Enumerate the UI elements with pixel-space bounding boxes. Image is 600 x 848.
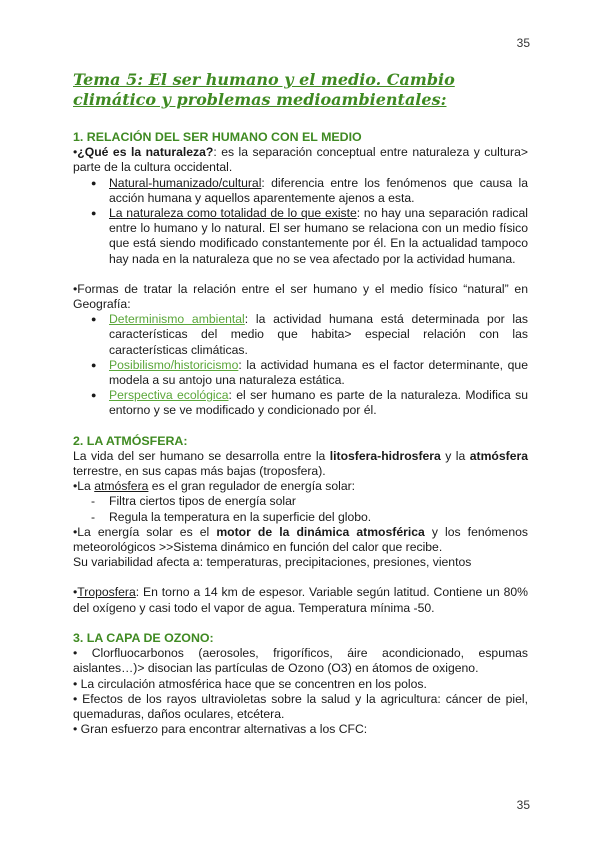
question-text: : es la separación conceptual entre naturaleza y cultura> parte de la cultura occidental. [73,145,528,175]
term-link[interactable]: Perspectiva ecológica [109,388,229,403]
paragraph [73,585,528,615]
paragraph: Su variabilidad afecta a: temperaturas, precipitaciones, presiones, vientos [73,555,472,570]
paragraph: • Efectos de los rayos ultravioletas sobre la salud y la agricultura: cáncer de piel, quemaduras, daños oculares, etcétera. [73,691,528,721]
nature-list [73,176,528,267]
list-item [109,206,528,267]
text: •La [73,479,95,494]
text: La vida del ser humano se desarrolla entre la [73,448,330,463]
page-number-bottom: 35 [516,798,530,812]
underlined-text: Troposfera [77,585,136,600]
paragraph [73,449,528,479]
paragraph [73,525,528,555]
paragraph: • Clorfluocarbonos (aerosoles, frigoríficos, áire acondicionado, espumas aislantes…)> disocian las partículas de Ozono (O3) en átomos de oxigeno. [73,646,528,676]
section-heading-1: 1. RELACIÓN DEL SER HUMANO CON EL MEDIO [73,130,362,144]
paragraph: • La circulación atmosférica hace que se concentren en los polos. [73,676,427,691]
page-title: Tema 5: El ser humano y el medio. Cambio climático y problemas medioambientales: [73,70,455,109]
text: • [73,585,78,600]
dash-list [73,494,528,524]
question-bold: ¿Qué es la naturaleza? [77,145,214,160]
paragraph [73,479,528,494]
term-link[interactable]: Posibilismo/historicismo [109,357,239,372]
list-item [109,176,528,206]
section-heading-2: 2. LA ATMÓSFERA: [73,433,188,448]
text: terrestre, en sus capas más bajas (troposfera). [73,464,326,479]
bullet: • [73,145,78,160]
list-item: - Filtra ciertos tipos de energía solar [109,494,528,509]
text: •La energía solar es el [73,524,217,539]
forms-intro: •Formas de tratar la relación entre el ser humano y el medio físico “natural” en Geografía: [73,281,528,312]
list-item [109,388,528,418]
page-number-top: 35 [516,36,530,50]
text: y los fenómenos meteorológicos >>Sistema dinámico en función del calor que recibe. [73,524,528,555]
nature-question [73,145,528,175]
bold-text: atmósfera [469,448,528,463]
list-item: - Regula la temperatura en la superficie del globo. [109,510,528,525]
text: es el gran regulador de energía solar: [148,479,356,494]
definition: : diferencia entre los fenómenos que causa la acción humana y aquellos aparentemente ajenos a esta. [109,175,528,205]
forms-list [73,312,528,418]
term-link[interactable]: Determinismo ambiental [109,312,245,327]
text: y la [440,448,470,463]
page-content [73,70,528,737]
paragraph: • Gran esfuerzo para encontrar alternativas a los CFC: [73,722,368,737]
list-item [109,358,528,388]
definition: : la actividad humana está determinada por las características del medio que habita> especial relación con las características climáticas. [109,312,528,357]
underlined-text: atmósfera [94,479,149,494]
bold-text: motor de la dinámica atmosférica [216,524,425,539]
section-heading-3: 3. LA CAPA DE OZONO: [73,630,214,645]
text: : En torno a 14 km de espesor. Variable según latitud. Contiene un 80% del oxígeno y casi todo el vapor de agua. Temperatura mínima -50. [73,585,528,615]
definition: : la actividad humana es el factor determinante, que modela a su antojo una naturaleza estática. [109,357,528,388]
definition: : el ser humano es parte de la naturaleza. Modifica su entorno y se ve modificado y condicionado por él. [109,388,528,418]
term: La naturaleza como totalidad de lo que existe [109,206,357,221]
definition: : no hay una separación radical entre lo humano y lo natural. El ser humano se relaciona con un medio físico que está siendo modificado constantemente por él. En la actualidad tampoco hay nada en la naturaleza que no se vea afectado por la actividad humana. [109,206,528,266]
bold-text: litosfera-hidrosfera [329,448,441,463]
term: Natural-humanizado/cultural [109,175,262,190]
list-item [109,312,528,358]
